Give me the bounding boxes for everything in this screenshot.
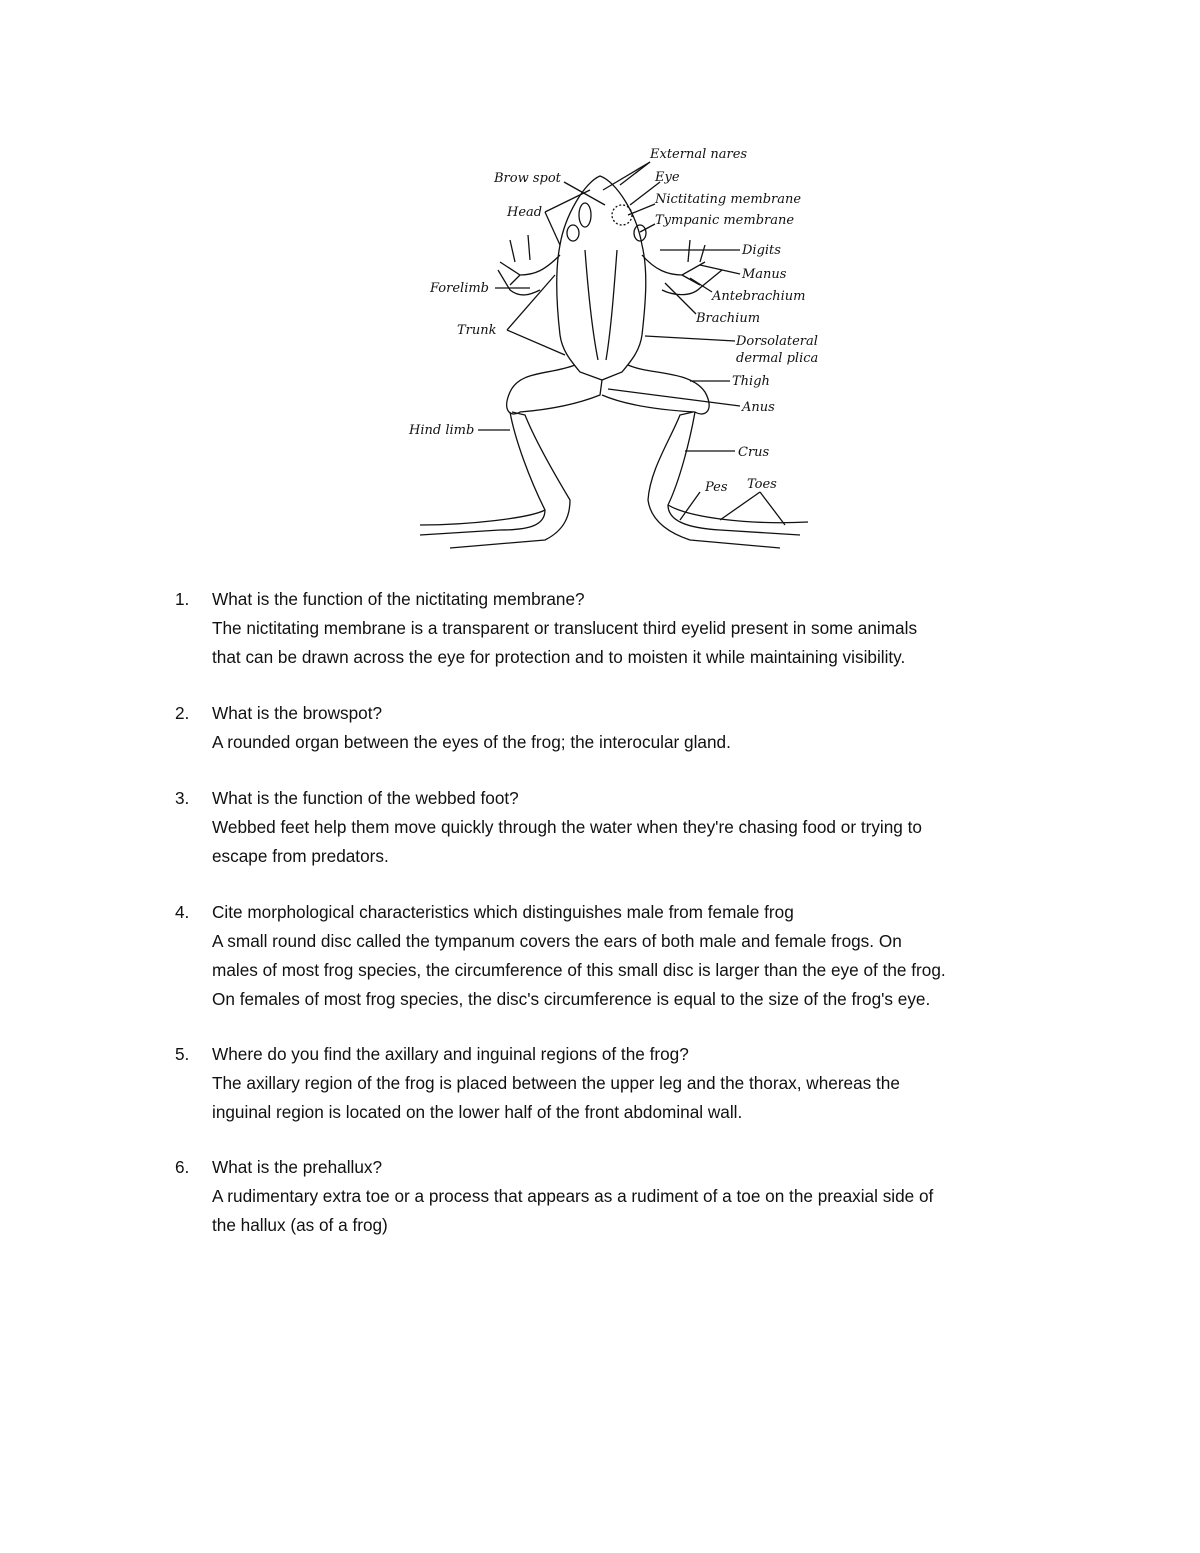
question-text: What is the function of the nictitating membrane? (212, 589, 585, 609)
label-anus: Anus (742, 400, 775, 415)
label-pes: Pes (705, 480, 728, 495)
question-number: 4. (175, 902, 190, 922)
label-external-nares: External nares (650, 147, 748, 162)
label-antebrachium: Antebrachium (712, 289, 806, 304)
answer-line: the hallux (as of a frog) (212, 1215, 388, 1235)
label-brow-spot: Brow spot (494, 171, 561, 186)
question-number: 3. (175, 788, 190, 808)
question-number: 2. (175, 703, 190, 723)
frog-anatomy-diagram (0, 0, 1200, 580)
question-number: 6. (175, 1157, 190, 1177)
label-nictitating-membrane: Nictitating membrane (655, 192, 802, 207)
label-dorsolateral: Dorsolateral (736, 334, 818, 349)
question-text: What is the prehallux? (212, 1157, 383, 1177)
question-item (175, 784, 922, 871)
question-item (175, 699, 731, 757)
question-text: Cite morphological characteristics which distinguishes male from female frog (212, 902, 794, 922)
question-item (175, 585, 917, 672)
label-toes: Toes (747, 477, 777, 492)
label-head: Head (507, 205, 543, 220)
label-brachium: Brachium (696, 311, 761, 326)
answer-line: inguinal region is located on the lower half of the front abdominal wall. (212, 1102, 743, 1122)
question-item (175, 1040, 900, 1127)
answer-line: escape from predators. (212, 846, 389, 866)
question-number: 5. (175, 1044, 190, 1064)
label-manus: Manus (742, 267, 787, 282)
answer-line: A rounded organ between the eyes of the frog; the interocular gland. (212, 732, 731, 752)
answer-line: On females of most frog species, the disc's circumference is equal to the size of the frog's eye. (212, 989, 931, 1009)
question-text: What is the browspot? (212, 703, 383, 723)
question-number: 1. (175, 589, 190, 609)
label-tympanic-membrane: Tympanic membrane (655, 213, 795, 228)
answer-line: A small round disc called the tympanum covers the ears of both male and female frogs. On (212, 931, 902, 951)
question-item (175, 898, 946, 1014)
answer-line: The nictitating membrane is a transparent or translucent third eyelid present in some animals (212, 618, 918, 638)
answer-line: that can be drawn across the eye for protection and to moisten it while maintaining visibility. (212, 647, 906, 667)
label-dermal-plica: dermal plica (736, 351, 819, 366)
question-text: What is the function of the webbed foot? (212, 788, 519, 808)
question-text: Where do you find the axillary and inguinal regions of the frog? (212, 1044, 689, 1064)
label-trunk: Trunk (457, 323, 497, 338)
label-thigh: Thigh (732, 374, 770, 389)
label-digits: Digits (742, 243, 781, 258)
label-eye: Eye (655, 170, 680, 185)
label-forelimb: Forelimb (430, 281, 490, 296)
answer-line: The axillary region of the frog is placed between the upper leg and the thorax, whereas the (212, 1073, 900, 1093)
label-crus: Crus (738, 445, 770, 460)
answer-line: males of most frog species, the circumference of this small disc is larger than the eye of the frog. (212, 960, 946, 980)
question-item (175, 1153, 933, 1240)
answer-line: A rudimentary extra toe or a process that appears as a rudiment of a toe on the preaxial side of (212, 1186, 934, 1206)
answer-line: Webbed feet help them move quickly through the water when they're chasing food or trying to (212, 817, 922, 837)
label-hind-limb: Hind limb (409, 423, 475, 438)
